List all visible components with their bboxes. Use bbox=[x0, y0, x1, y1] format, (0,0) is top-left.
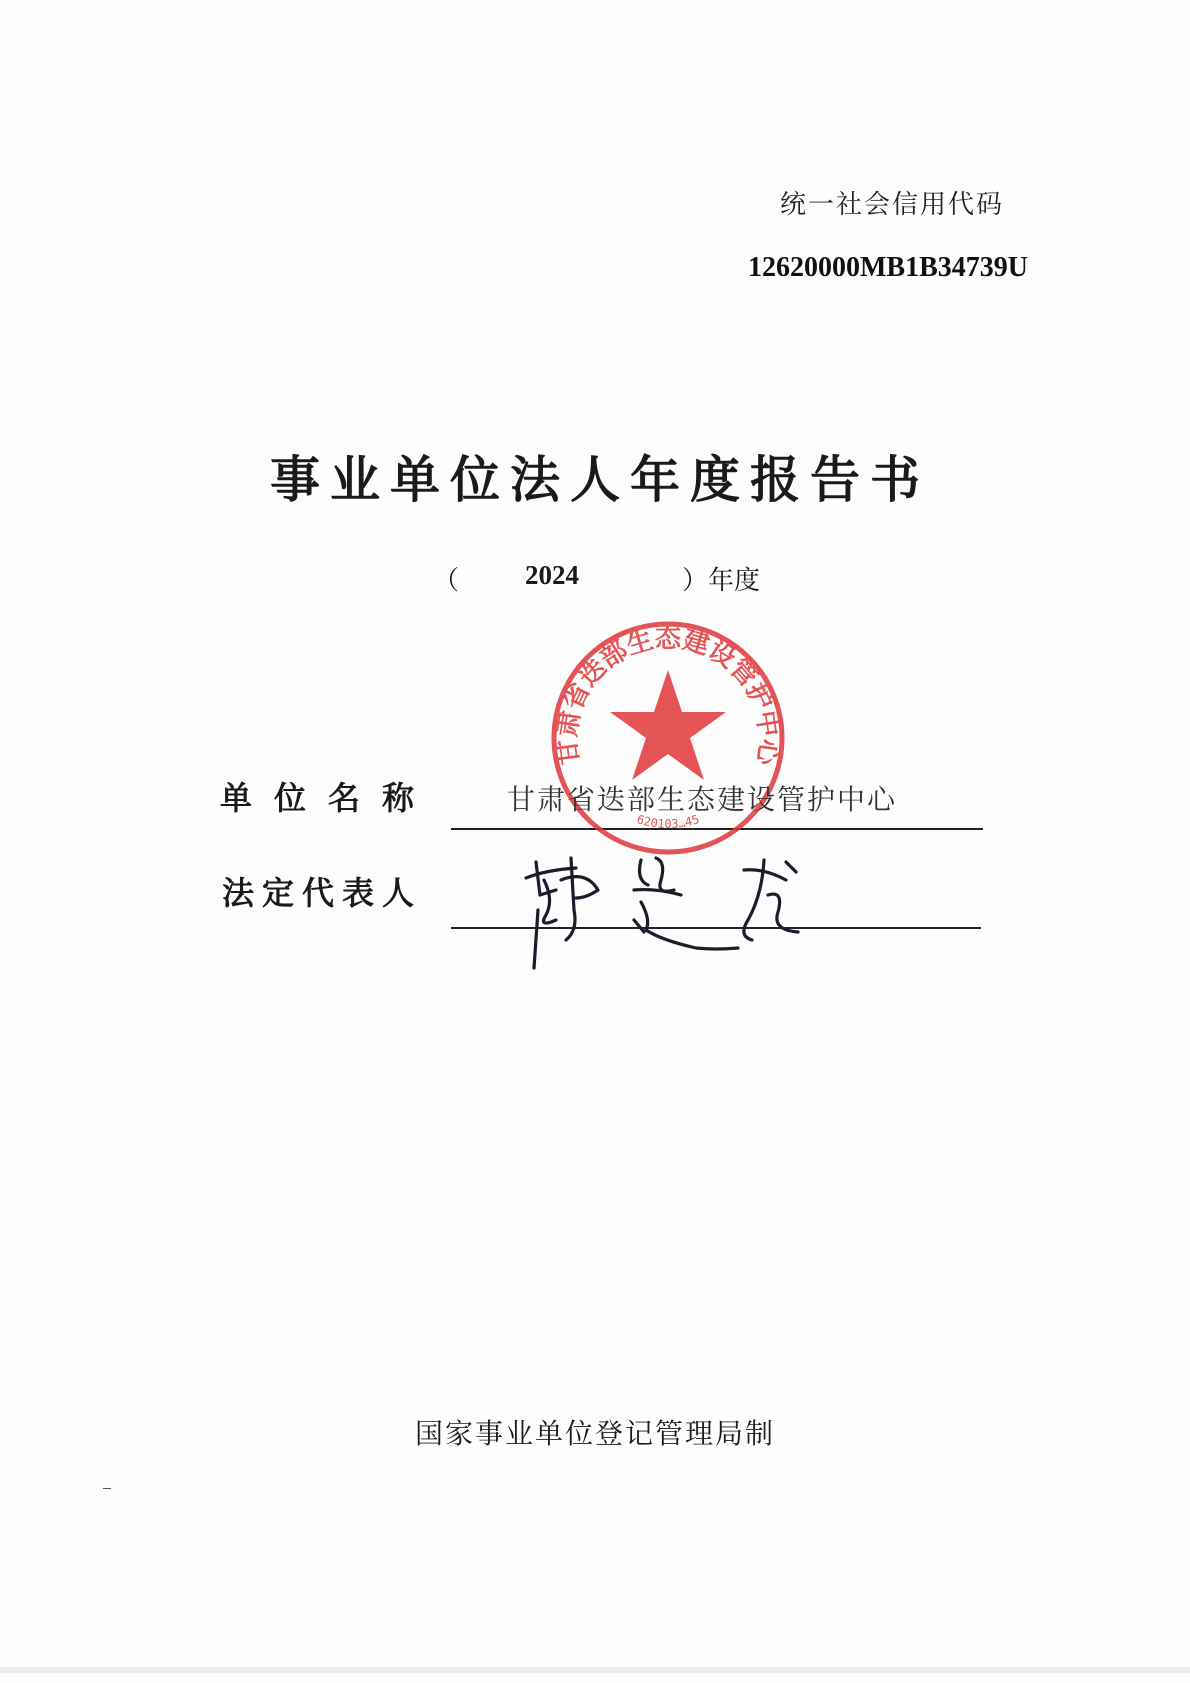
seal-code-text-path: 620103…45 bbox=[635, 812, 701, 832]
scan-artifact-mark bbox=[103, 1488, 111, 1489]
unit-name-label: 单位名称 bbox=[220, 779, 437, 817]
unit-name-value: 甘肃省迭部生态建设管护中心 bbox=[507, 783, 898, 816]
credit-code-label: 统一社会信用代码 bbox=[780, 190, 1005, 220]
signature-strokes bbox=[526, 858, 798, 968]
seal-org-text-path: 甘肃省迭部生态建设管护中心 bbox=[552, 624, 784, 767]
seal-star-icon bbox=[610, 670, 726, 780]
credit-code-value: 12620000MB1B34739U bbox=[748, 252, 1028, 283]
report-year-line bbox=[0, 560, 1190, 600]
report-year: 2024 bbox=[525, 560, 579, 590]
issuing-authority: 国家事业单位登记管理局制 bbox=[414, 1417, 775, 1450]
scan-bottom-edge bbox=[0, 1667, 1190, 1673]
legal-representative-label: 法定代表人 bbox=[222, 874, 423, 912]
year-open-paren: （ bbox=[433, 566, 460, 596]
year-suffix: ）年度 bbox=[682, 566, 761, 596]
handwritten-signature bbox=[516, 840, 816, 970]
official-seal-stamp bbox=[548, 618, 788, 858]
report-title: 事业单位法人年度报告书 bbox=[270, 451, 930, 509]
